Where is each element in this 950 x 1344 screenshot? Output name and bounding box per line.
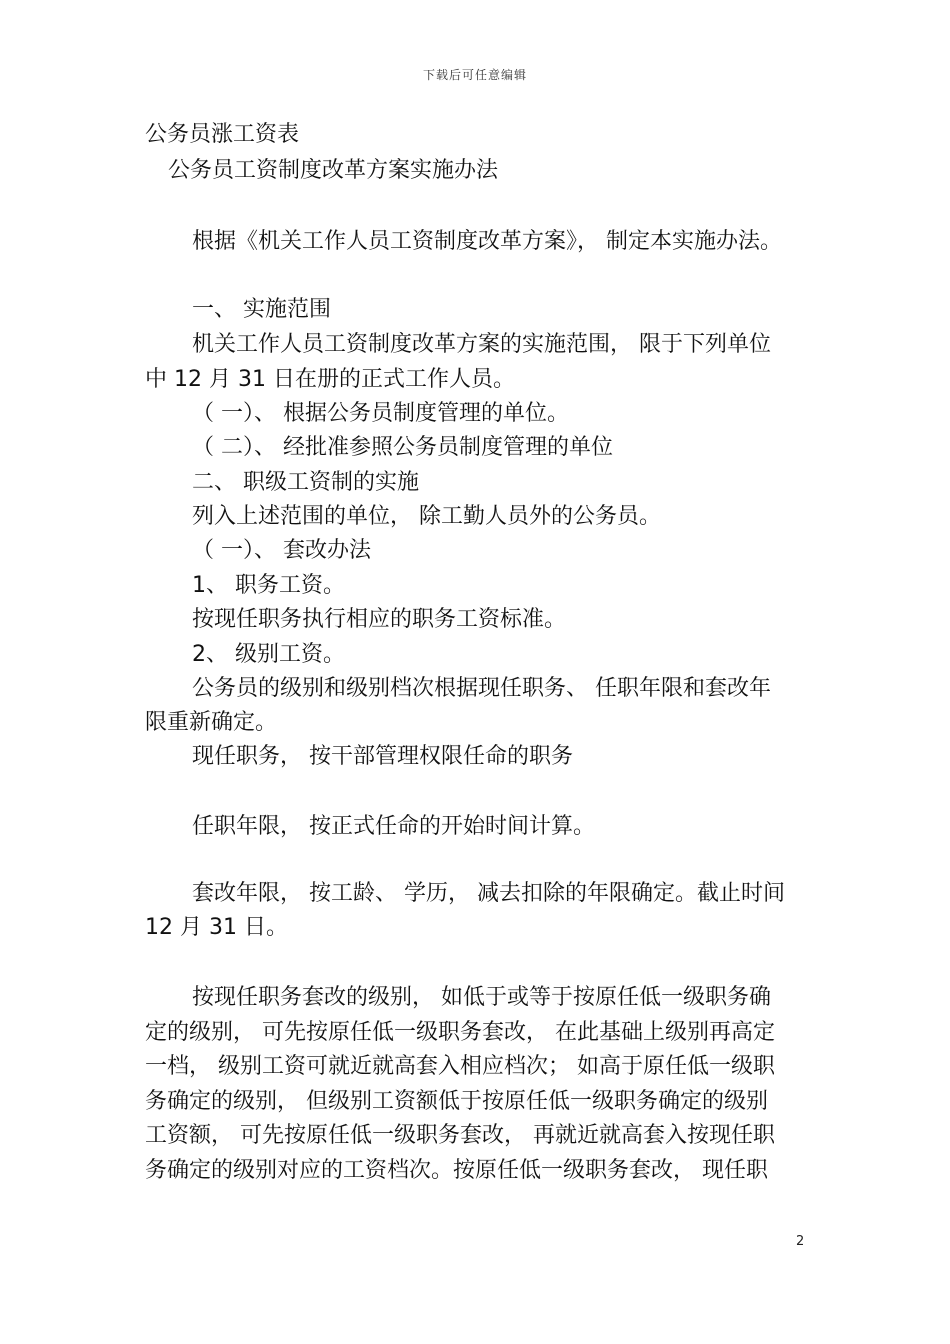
paragraph-line: 按现任职务套改的级别， 如低于或等于按原任低一级职务确: [192, 985, 771, 1010]
subsection-heading: （ 一）、 套改办法: [192, 538, 371, 563]
paragraph-line: 工资额， 可先按原任低一级职务套改， 再就近就高套入按现任职: [145, 1123, 775, 1148]
section-heading: 二、 职级工资制的实施: [192, 470, 419, 495]
intro-paragraph: 根据《机关工作人员工资制度改革方案》， 制定本实施办法。: [192, 229, 782, 254]
paragraph-line: 列入上述范围的单位， 除工勤人员外的公务员。: [192, 504, 661, 529]
paragraph-line: 套改年限， 按工龄、 学历， 减去扣除的年限确定。截止时间: [192, 881, 785, 906]
paragraph-line: 务确定的级别对应的工资档次。按原任低一级职务套改， 现任职: [145, 1158, 768, 1183]
page-header: 下载后可任意编辑: [422, 68, 527, 82]
point-heading: 2、 级别工资。: [192, 642, 345, 667]
paragraph-line: 机关工作人员工资制度改革方案的实施范围， 限于下列单位: [192, 332, 771, 357]
paragraph-line: 务确定的级别， 但级别工资额低于按原任低一级职务确定的级别: [145, 1089, 768, 1114]
paragraph-line: 按现任职务执行相应的职务工资标准。: [192, 607, 567, 632]
paragraph-line: 12 月 31 日。: [145, 915, 288, 940]
document-subtitle: 公务员工资制度改革方案实施办法: [168, 158, 499, 183]
paragraph-line: 公务员的级别和级别档次根据现任职务、 任职年限和套改年: [192, 676, 771, 701]
page-number: 2: [796, 1234, 805, 1249]
paragraph-line: 现任职务， 按干部管理权限任命的职务: [192, 744, 573, 769]
paragraph-line: 任职年限， 按正式任命的开始时间计算。: [192, 814, 595, 839]
point-heading: 1、 职务工资。: [192, 573, 345, 598]
document-title: 公务员涨工资表: [145, 122, 300, 147]
paragraph-line: 定的级别， 可先按原任低一级职务套改， 在此基础上级别再高定: [145, 1020, 775, 1045]
paragraph-line: 中 12 月 31 日在册的正式工作人员。: [145, 367, 515, 392]
section-heading: 一、 实施范围: [192, 297, 331, 322]
list-item: （ 一）、 根据公务员制度管理的单位。: [192, 401, 569, 426]
list-item: （ 二）、 经批准参照公务员制度管理的单位: [192, 435, 613, 460]
paragraph-line: 限重新确定。: [145, 710, 278, 735]
paragraph-line: 一档， 级别工资可就近就高套入相应档次； 如高于原任低一级职: [145, 1054, 775, 1079]
